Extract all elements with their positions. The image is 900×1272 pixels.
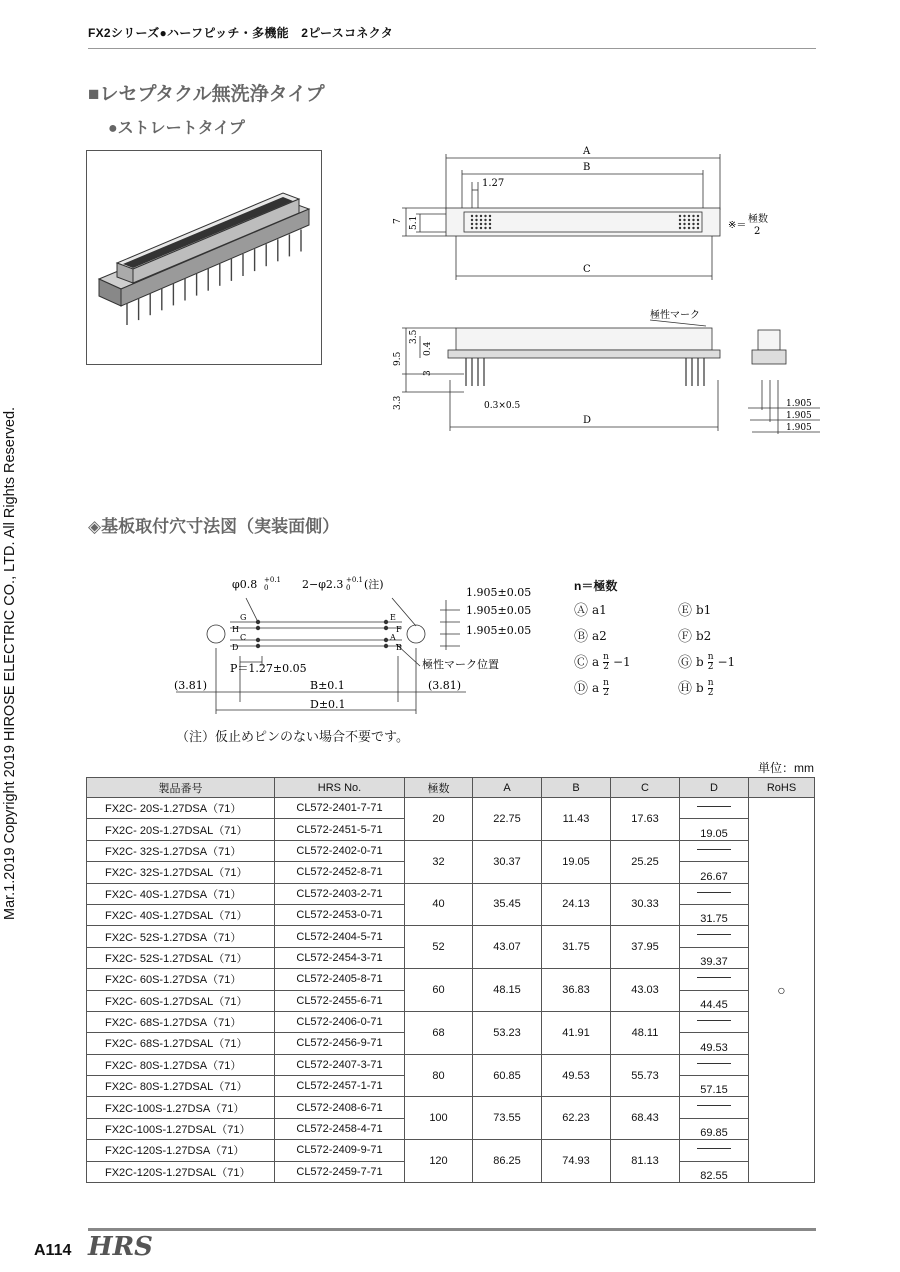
poles-cell: 68 <box>405 1011 473 1054</box>
hrs-no-cell: CL572-2453-0-71 <box>275 904 405 925</box>
d-value-cell: 69.85 <box>680 1118 749 1139</box>
polarity-mark-label: 極性マーク <box>650 310 700 321</box>
legend-text: a <box>592 655 600 669</box>
legend-text: a <box>592 681 600 695</box>
hole-large-tol-dn: 0 <box>346 584 351 592</box>
table-row <box>87 926 815 947</box>
part-number-cell: FX2C- 68S-1.27DSA（71） <box>87 1011 275 1032</box>
footer-rule <box>88 1228 816 1231</box>
dim-pitch-p: P＝1.27±0.05 <box>230 662 307 675</box>
part-number-cell: FX2C- 40S-1.27DSAL（71） <box>87 904 275 925</box>
part-number-cell: FX2C- 40S-1.27DSA（71） <box>87 883 275 904</box>
page-header: FX2シリーズ●ハーフピッチ・多機能 2ピースコネクタ <box>88 26 394 40</box>
b-cell: 31.75 <box>542 926 611 969</box>
fraction-den: 2 <box>603 661 609 672</box>
part-number-cell: FX2C- 20S-1.27DSA（71） <box>87 798 275 819</box>
legend-item <box>678 652 735 672</box>
contact-dot <box>679 219 681 221</box>
table-row <box>87 1097 815 1118</box>
poles-cell: 60 <box>405 969 473 1012</box>
contact-dot <box>688 227 690 229</box>
legend-text: b2 <box>696 629 712 643</box>
copyright-sidebar <box>2 406 22 940</box>
page-number: A114 <box>34 1242 72 1259</box>
legend-text: b <box>696 681 704 695</box>
table-row <box>87 1054 815 1075</box>
contact-dot <box>475 227 477 229</box>
legend-mark: Ⓕ <box>678 629 692 645</box>
fraction-num: n <box>707 651 714 662</box>
contact-dot <box>683 219 685 221</box>
legend-text: a1 <box>592 603 607 617</box>
hrs-no-cell: CL572-2452-8-71 <box>275 862 405 883</box>
hrs-logo-text: HRS <box>88 1232 153 1262</box>
legend-mark: Ⓗ <box>678 681 692 697</box>
contact-dot <box>679 227 681 229</box>
dim-h95: 9.5 <box>393 351 403 366</box>
d-value-cell: 19.05 <box>680 819 749 840</box>
legend-fraction <box>708 679 714 698</box>
dim-h3: 3 <box>423 370 433 376</box>
contact-dot <box>692 219 694 221</box>
c-cell: 81.13 <box>611 1140 680 1183</box>
c-cell: 43.03 <box>611 969 680 1012</box>
contact-dot <box>484 219 486 221</box>
dim-h7: 7 <box>393 218 403 224</box>
dash-mark <box>697 849 731 850</box>
a-cell: 86.25 <box>473 1140 542 1183</box>
contact-dot <box>484 215 486 217</box>
c-cell: 30.33 <box>611 883 680 926</box>
fraction-num: n <box>707 677 714 688</box>
contact-dot <box>692 223 694 225</box>
hrs-no-cell: CL572-2454-3-71 <box>275 947 405 968</box>
table-header-row <box>87 778 815 798</box>
hole-large-note: (注) <box>364 578 384 591</box>
dim-pitch-2: 1.905±0.05 <box>466 604 532 617</box>
poles-cell: 32 <box>405 840 473 883</box>
pole-legend <box>574 600 774 710</box>
product-photo <box>86 150 322 365</box>
dash-mark <box>697 1063 731 1064</box>
pcb-hole-drawing <box>166 570 546 720</box>
legend-text: b <box>696 655 704 669</box>
dim-h33: 3.3 <box>393 395 403 410</box>
legend-title: n＝極数 <box>574 579 618 593</box>
section-title-pcb-layout: ◈基板取付穴寸法図（実装面側） <box>88 517 340 536</box>
dash-mark <box>697 977 731 978</box>
c-cell: 55.73 <box>611 1054 680 1097</box>
legend-mark: Ⓐ <box>574 603 588 619</box>
hrs-no-cell: CL572-2455-6-71 <box>275 990 405 1011</box>
contact-dot <box>471 219 473 221</box>
connector-illustration <box>87 151 321 364</box>
hrs-no-cell: CL572-2401-7-71 <box>275 798 405 819</box>
dim-h51: 5.1 <box>409 215 419 230</box>
dash-mark <box>697 934 731 935</box>
dash-mark <box>697 892 731 893</box>
col-a: A <box>473 778 542 798</box>
hole-small-tol-dn: 0 <box>264 584 269 592</box>
hrs-no-cell: CL572-2402-0-71 <box>275 840 405 861</box>
legend-suffix: −1 <box>612 655 631 669</box>
hole-large-label: 2−φ2.3 <box>302 578 344 591</box>
mark-g: G <box>240 613 247 622</box>
col-part-number: 製品番号 <box>87 778 275 798</box>
dim-b: B <box>583 162 591 173</box>
hrs-no-cell: CL572-2407-3-71 <box>275 1054 405 1075</box>
b-cell: 19.05 <box>542 840 611 883</box>
poles-cell: 20 <box>405 798 473 841</box>
dash-mark <box>697 1020 731 1021</box>
c-cell: 68.43 <box>611 1097 680 1140</box>
a-cell: 73.55 <box>473 1097 542 1140</box>
n-note-den: 2 <box>754 226 761 237</box>
mark-f: F <box>396 625 402 634</box>
part-number-cell: FX2C- 80S-1.27DSAL（71） <box>87 1076 275 1097</box>
dim-pitch-1: 1.905±0.05 <box>466 586 532 599</box>
dim-d-tol: D±0.1 <box>310 698 346 711</box>
contact-dot <box>697 219 699 221</box>
part-number-cell: FX2C-100S-1.27DSA（71） <box>87 1097 275 1118</box>
legend-item <box>574 652 631 672</box>
pcb-hole-dot <box>384 644 388 648</box>
table-row <box>87 969 815 990</box>
part-number-cell: FX2C- 80S-1.27DSA（71） <box>87 1054 275 1075</box>
contact-dot <box>471 223 473 225</box>
mounting-note: （注）仮止めピンのない場合不要です。 <box>176 730 409 745</box>
contact-dot <box>480 219 482 221</box>
d-value-cell: 26.67 <box>680 862 749 883</box>
b-cell: 74.93 <box>542 1140 611 1183</box>
dim-left: (3.81) <box>174 679 208 692</box>
legend-item <box>678 626 711 646</box>
d-value-cell: 82.55 <box>680 1161 749 1182</box>
poles-cell: 100 <box>405 1097 473 1140</box>
contact-dot <box>679 223 681 225</box>
hrs-logo <box>88 1230 153 1262</box>
header-rule <box>88 48 816 49</box>
legend-item <box>678 600 711 620</box>
contact-dot <box>480 215 482 217</box>
table-body <box>87 798 815 1183</box>
contact-dot <box>697 223 699 225</box>
legend-suffix: −1 <box>717 655 736 669</box>
hrs-no-cell: CL572-2451-5-71 <box>275 819 405 840</box>
contact-dot <box>679 215 681 217</box>
legend-item <box>574 600 607 620</box>
dim-s1: 1.905 <box>786 399 812 409</box>
d-dash-cell <box>680 798 749 819</box>
hrs-no-cell: CL572-2457-1-71 <box>275 1076 405 1097</box>
contact-dot <box>475 219 477 221</box>
a-cell: 22.75 <box>473 798 542 841</box>
legend-mark: Ⓔ <box>678 603 692 619</box>
hole-small-tol-up: +0.1 <box>264 576 281 584</box>
contact-dot <box>683 227 685 229</box>
legend-mark: Ⓒ <box>574 655 588 671</box>
poles-cell: 120 <box>405 1140 473 1183</box>
legend-fraction <box>708 653 714 672</box>
b-cell: 41.91 <box>542 1011 611 1054</box>
d-dash-cell <box>680 1054 749 1075</box>
hrs-no-cell: CL572-2406-0-71 <box>275 1011 405 1032</box>
d-dash-cell <box>680 883 749 904</box>
fraction-den: 2 <box>603 687 609 698</box>
hrs-no-cell: CL572-2403-2-71 <box>275 883 405 904</box>
pcb-hole-dot <box>384 620 388 624</box>
dash-mark <box>697 1148 731 1149</box>
pcb-hole-dot <box>256 620 260 624</box>
n-note-num: 極数 <box>748 214 768 225</box>
pcb-hole-dot <box>256 644 260 648</box>
fraction-den: 2 <box>707 661 714 672</box>
col-d: D <box>680 778 749 798</box>
legend-fraction <box>603 653 609 672</box>
section-title-receptacle: ■レセプタクル無洗浄タイプ <box>88 84 325 105</box>
col-rohs: RoHS <box>749 778 815 798</box>
fraction-num: n <box>603 651 609 662</box>
mark-h: H <box>232 625 239 634</box>
dim-a: A <box>583 146 591 157</box>
b-cell: 36.83 <box>542 969 611 1012</box>
b-cell: 62.23 <box>542 1097 611 1140</box>
legend-item <box>574 626 607 646</box>
dim-pin: 0.3×0.5 <box>484 401 521 411</box>
hrs-logo-mark <box>88 1230 153 1262</box>
dim-s2: 1.905 <box>786 411 812 421</box>
part-number-cell: FX2C-120S-1.27DSA（71） <box>87 1140 275 1161</box>
contact-dot <box>489 223 491 225</box>
contact-dot <box>480 223 482 225</box>
poles-cell: 40 <box>405 883 473 926</box>
part-number-cell: FX2C- 60S-1.27DSAL（71） <box>87 990 275 1011</box>
contact-dot <box>688 223 690 225</box>
contact-dot <box>489 227 491 229</box>
mark-a: A <box>390 633 396 642</box>
contact-dot <box>489 219 491 221</box>
legend-item <box>678 678 713 698</box>
dim-h04: 0.4 <box>423 341 433 356</box>
part-number-cell: FX2C- 32S-1.27DSAL（71） <box>87 862 275 883</box>
d-value-cell: 39.37 <box>680 947 749 968</box>
n-note-pre: ※＝ <box>728 220 747 231</box>
product-table <box>86 777 815 1183</box>
d-value-cell: 31.75 <box>680 904 749 925</box>
d-dash-cell <box>680 969 749 990</box>
contact-dot <box>697 227 699 229</box>
hrs-no-cell: CL572-2409-9-71 <box>275 1140 405 1161</box>
hrs-no-cell: CL572-2405-8-71 <box>275 969 405 990</box>
contact-dot <box>475 223 477 225</box>
b-cell: 24.13 <box>542 883 611 926</box>
a-cell: 35.45 <box>473 883 542 926</box>
contact-dot <box>475 215 477 217</box>
c-cell: 37.95 <box>611 926 680 969</box>
part-number-cell: FX2C- 52S-1.27DSAL（71） <box>87 947 275 968</box>
c-cell: 17.63 <box>611 798 680 841</box>
col-c: C <box>611 778 680 798</box>
b-cell: 11.43 <box>542 798 611 841</box>
part-number-cell: FX2C- 32S-1.27DSA（71） <box>87 840 275 861</box>
dim-d: D <box>583 415 592 426</box>
col-poles: 極数 <box>405 778 473 798</box>
contact-dot <box>692 227 694 229</box>
d-dash-cell <box>680 840 749 861</box>
table-row <box>87 1140 815 1161</box>
rohs-cell: ○ <box>749 798 815 1183</box>
d-value-cell: 57.15 <box>680 1076 749 1097</box>
pcb-hole-dot <box>384 638 388 642</box>
contact-dot <box>688 215 690 217</box>
contact-dot <box>692 215 694 217</box>
d-value-cell: 49.53 <box>680 1033 749 1054</box>
dim-c: C <box>583 264 591 275</box>
table-row <box>87 1011 815 1032</box>
c-cell: 48.11 <box>611 1011 680 1054</box>
legend-item <box>574 678 609 698</box>
col-b: B <box>542 778 611 798</box>
fraction-num: n <box>603 677 609 688</box>
outline-drawing <box>380 140 820 460</box>
d-dash-cell <box>680 926 749 947</box>
legend-fraction <box>603 679 609 698</box>
mark-e: E <box>390 613 396 622</box>
part-number-cell: FX2C- 52S-1.27DSA（71） <box>87 926 275 947</box>
contact-dot <box>688 219 690 221</box>
contact-dot <box>683 215 685 217</box>
pcb-hole-dot <box>256 626 260 630</box>
hrs-no-cell: CL572-2459-7-71 <box>275 1161 405 1182</box>
hrs-no-cell: CL572-2458-4-71 <box>275 1118 405 1139</box>
contact-dot <box>480 227 482 229</box>
part-number-cell: FX2C-100S-1.27DSAL（71） <box>87 1118 275 1139</box>
d-dash-cell <box>680 1140 749 1161</box>
mark-c: C <box>240 633 247 642</box>
dash-mark <box>697 1105 731 1106</box>
fraction-den: 2 <box>707 687 714 698</box>
pcb-hole-dot <box>256 638 260 642</box>
unit-label: 単位：mm <box>758 761 814 775</box>
table-row <box>87 883 815 904</box>
legend-mark: Ⓖ <box>678 655 692 671</box>
contact-dot <box>484 227 486 229</box>
dim-s3: 1.905 <box>786 423 812 433</box>
mark-b: B <box>396 643 402 652</box>
contact-dot <box>471 227 473 229</box>
copyright-text: Mar.1.2019 Copyright 2019 HIROSE ELECTRIC CO., LTD. All Rights Reserved. <box>2 406 18 920</box>
dim-pitch-3: 1.905±0.05 <box>466 624 532 637</box>
dim-h35: 3.5 <box>409 329 419 344</box>
contact-dot <box>697 215 699 217</box>
poles-cell: 80 <box>405 1054 473 1097</box>
legend-mark: Ⓓ <box>574 681 588 697</box>
col-hrs-no: HRS No. <box>275 778 405 798</box>
dim-pitch: 1.27 <box>482 178 505 189</box>
contact-dot <box>683 223 685 225</box>
legend-mark: Ⓑ <box>574 629 588 645</box>
poles-cell: 52 <box>405 926 473 969</box>
mark-d: D <box>232 643 239 652</box>
table-row <box>87 840 815 861</box>
hrs-no-cell: CL572-2456-9-71 <box>275 1033 405 1054</box>
part-number-cell: FX2C-120S-1.27DSAL（71） <box>87 1161 275 1182</box>
a-cell: 53.23 <box>473 1011 542 1054</box>
hole-small-label: φ0.8 <box>232 578 258 591</box>
part-number-cell: FX2C- 68S-1.27DSAL（71） <box>87 1033 275 1054</box>
part-number-cell: FX2C- 60S-1.27DSA（71） <box>87 969 275 990</box>
section-subtitle-straight: ●ストレートタイプ <box>108 120 245 137</box>
a-cell: 43.07 <box>473 926 542 969</box>
hrs-no-cell: CL572-2404-5-71 <box>275 926 405 947</box>
dim-b-tol: B±0.1 <box>310 679 345 692</box>
a-cell: 60.85 <box>473 1054 542 1097</box>
dim-right: (3.81) <box>428 679 462 692</box>
hrs-no-cell: CL572-2408-6-71 <box>275 1097 405 1118</box>
c-cell: 25.25 <box>611 840 680 883</box>
d-dash-cell <box>680 1011 749 1032</box>
contact-dot <box>484 223 486 225</box>
legend-text: b1 <box>696 603 712 617</box>
contact-dot <box>489 215 491 217</box>
polarity-position-label: 極性マーク位置 <box>422 658 499 671</box>
dash-mark <box>697 806 731 807</box>
legend-text: a2 <box>592 629 607 643</box>
d-dash-cell <box>680 1097 749 1118</box>
contact-dot <box>471 215 473 217</box>
table-row <box>87 798 815 819</box>
pcb-hole-dot <box>384 626 388 630</box>
a-cell: 30.37 <box>473 840 542 883</box>
b-cell: 49.53 <box>542 1054 611 1097</box>
hole-large-tol-up: +0.1 <box>346 576 363 584</box>
a-cell: 48.15 <box>473 969 542 1012</box>
d-value-cell: 44.45 <box>680 990 749 1011</box>
part-number-cell: FX2C- 20S-1.27DSAL（71） <box>87 819 275 840</box>
